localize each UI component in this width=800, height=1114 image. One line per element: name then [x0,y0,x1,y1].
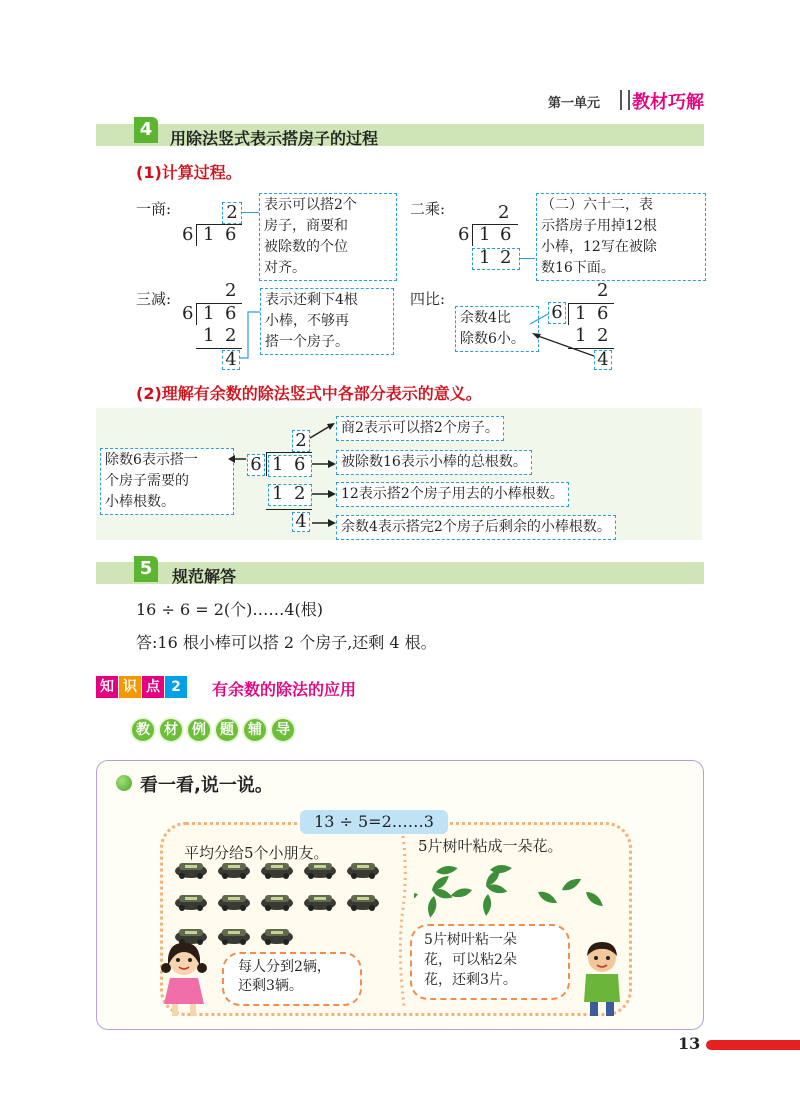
step4-arrows [528,306,600,362]
step3-dividend-ones: 6 [225,303,237,324]
frame-divider [396,836,410,1006]
step2-label: 二乘: [410,200,446,218]
step4-dividend-ones: 6 [597,303,609,324]
step3-pointer [238,306,262,362]
step1-dividend-tens: 1 [203,224,215,245]
step2-product-tens: 1 [479,247,491,268]
kp-badge-number: 2 [165,676,187,698]
pill-char: 材 [158,717,184,743]
step3-remainder: 4 [222,350,240,370]
meaning-arrows [308,418,338,538]
solution-answer: 答:16 根小棒可以搭 2 个房子,还剩 4 根。 [136,633,437,652]
girl-speech: 每人分到2辆， 还剩3辆。 [238,959,331,994]
pill-char: 例 [186,717,212,743]
divisor-meaning-note: 除数6表示搭一 个房子需要的 小棒根数。 [100,448,234,515]
step4-product-ones: 2 [597,325,609,346]
look-equation: 13 ÷ 5=2……3 [300,810,448,834]
header-divider [620,90,630,110]
pill-char: 导 [270,717,296,743]
step1-divisor: 6 [182,224,194,245]
step1-quotient: 2 [222,202,242,224]
step3-product-tens: 1 [203,325,215,346]
kp-badge-char-3: 点 [142,676,164,698]
step4-divisor: 6 [548,302,566,324]
header-title: 教材巧解 [632,92,704,113]
remainder-meaning: 余数4表示搭完2个房子后剩余的小棒根数。 [336,515,616,540]
pill-char: 辅 [242,717,268,743]
pill-char: 教 [130,717,156,743]
meaning-remainder: 4 [292,512,310,532]
step4-dividend-tens: 1 [575,303,587,324]
step2-quotient: 2 [498,202,510,223]
sub-heading-2: (2)理解有余数的除法竖式中各部分表示的意义。 [136,384,482,403]
page-number: 13 [678,1034,701,1053]
meaning-dividend-tens: 1 [272,454,284,475]
section-4-title: 用除法竖式表示搭房子的过程 [170,129,379,148]
step3-label: 三减: [136,290,172,308]
step4-note: 余数4比 除数6小。 [455,306,539,352]
section-4-number: 4 [134,117,158,143]
step3-dividend-tens: 1 [203,303,215,324]
unit-label: 第一单元 [548,96,601,111]
meaning-product-tens: 1 [272,483,284,504]
pill-char: 题 [214,717,240,743]
step1-bracket-side [196,224,197,246]
step1-dividend-ones: 6 [225,224,237,245]
step4-label: 四比: [410,290,446,308]
girl-character-icon [156,938,212,1018]
step4-remainder: 4 [594,350,612,370]
step1-label: 一商: [136,200,172,218]
kp-badge-char-2: 识 [119,676,141,698]
kp-badge-char-1: 知 [96,676,118,698]
meaning-dividend-ones: 6 [294,454,306,475]
step2-dividend-tens: 1 [479,224,491,245]
step3-divisor: 6 [182,303,194,324]
example-guide-pill [130,717,296,743]
meaning-product-ones: 2 [294,483,306,504]
boy-character-icon [572,938,632,1018]
meaning-quotient: 2 [292,430,310,452]
step2-dividend-ones: 6 [500,224,512,245]
step3-product-ones: 2 [225,325,237,346]
step3-note: 表示还剩下4根 小棒，不够再 搭一个房子。 [260,288,394,355]
section-5-title: 规范解答 [172,567,237,586]
dividend-meaning: 被除数16表示小棒的总根数。 [336,450,532,475]
left-caption: 平均分给5个小朋友。 [184,844,329,862]
boy-speech: 5片树叶粘一朵 花，可以粘2朵 花，还剩3片。 [424,932,517,988]
divisor-arrow [228,452,248,466]
step4-quotient: 2 [597,280,609,301]
leaves-illustration [414,862,614,918]
green-dot-icon [116,775,132,791]
sub-heading-1: (1)计算过程。 [136,163,242,182]
step2-note: （二）六十二，表 示搭房子用掉12根 小棒，12写在被除 数16下面。 [536,193,706,281]
footer-red-bar [706,1040,800,1050]
step3-quotient: 2 [225,280,237,301]
look-title: 看一看,说一说。 [140,775,273,796]
section-5-number: 5 [134,556,158,582]
meaning-divisor: 6 [247,454,265,476]
solution-equation: 16 ÷ 6 = 2(个)……4(根) [136,600,324,619]
kp-title: 有余数的除法的应用 [212,680,357,699]
right-caption: 5片树叶粘成一朵花。 [418,837,563,855]
step2-product-ones: 2 [500,247,512,268]
step2-divisor: 6 [458,224,470,245]
step4-product-tens: 1 [575,325,587,346]
step1-note: 表示可以搭2个 房子，商要和 被除数的个位 对齐。 [259,193,397,281]
product-meaning: 12表示搭2个房子用去的小棒根数。 [336,482,569,507]
quotient-meaning: 商2表示可以搭2个房子。 [336,416,504,441]
